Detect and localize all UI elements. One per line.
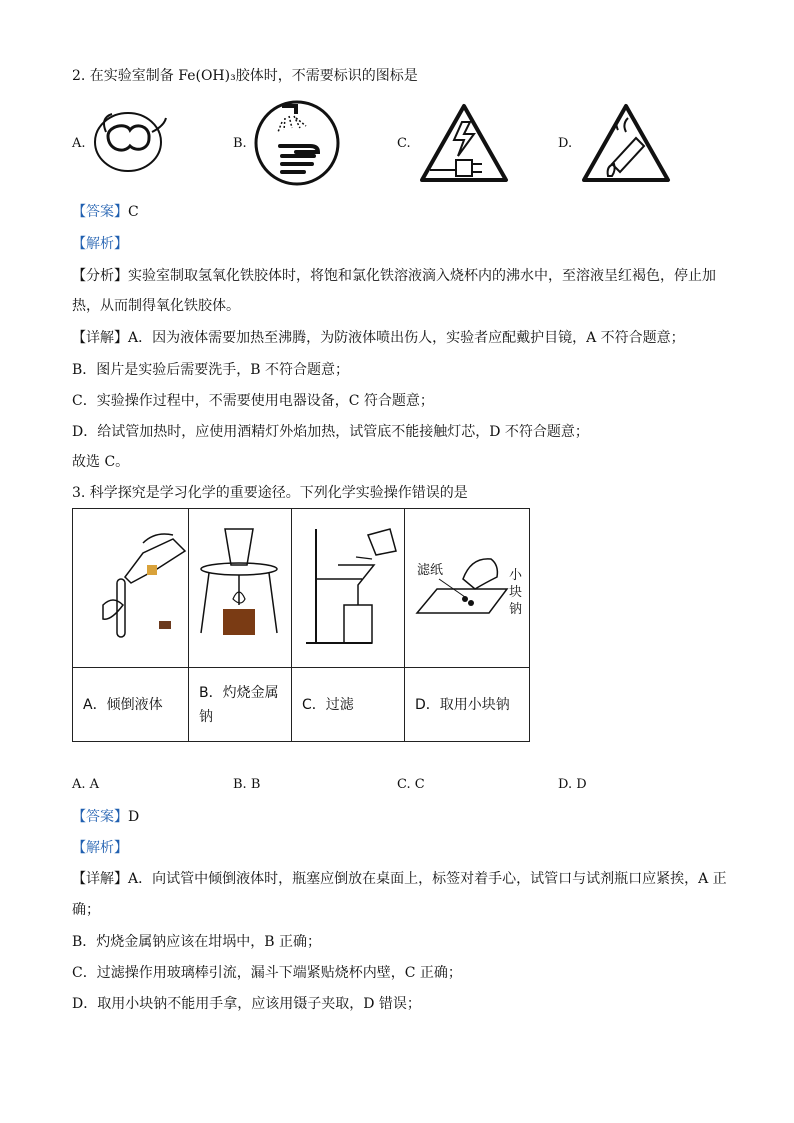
q2-detail-d: D．给试管加热时，应使用酒精灯外焰加热，试管底不能接触灯芯，D 不符合题意；	[72, 424, 589, 440]
detail-text: A．因为液体需要加热至沸腾，为防液体喷出伤人，实验者应配戴护目镜，A 不符合题意；	[128, 330, 685, 346]
filtration-illustration	[292, 509, 404, 663]
q2-option-a-label: A.	[72, 136, 86, 151]
analysis-tag: 【解析】	[72, 236, 128, 252]
q3-analysis-tag	[72, 838, 128, 858]
electric-safety-icon	[416, 100, 512, 186]
q2-option-b-label: B.	[233, 136, 247, 151]
caption-c: C．过滤	[292, 668, 405, 742]
answer-tag: 【答案】	[72, 809, 128, 825]
caption-b: B．灼烧金属钠	[189, 668, 292, 742]
heating-icon	[578, 100, 674, 186]
q3-detail-a-line-2: 确；	[72, 902, 100, 918]
experiment-table	[72, 508, 530, 742]
q2-analysis-tag	[72, 234, 128, 254]
q2-detail-a	[72, 328, 685, 348]
q2-detail-c: C．实验操作过程中，不需要使用电器设备，C 符合题意；	[72, 393, 434, 409]
q3-detail-b: B．灼烧金属钠应该在坩埚中，B 正确；	[72, 934, 322, 950]
hand-wash-icon	[252, 100, 342, 186]
q2-analysis-line-1	[72, 266, 716, 286]
answer-value: D	[128, 809, 140, 825]
choice-b: B. B	[233, 777, 261, 792]
q3-detail-a-line-1	[72, 869, 727, 889]
q3-stem: 3. 科学探究是学习化学的重要途径。下列化学实验操作错误的是	[72, 485, 468, 501]
goggles-icon	[92, 106, 172, 176]
filter-paper-label: 滤纸	[417, 563, 444, 578]
pour-liquid-illustration	[73, 509, 188, 663]
choice-d: D. D	[558, 777, 587, 792]
burn-sodium-illustration	[189, 509, 291, 663]
q2-stem: 2. 在实验室制备 Fe(OH)₃胶体时，不需要标识的图标是	[72, 68, 418, 84]
analysis-tag: 【解析】	[72, 840, 128, 856]
sodium-label: 小块钠	[509, 568, 523, 617]
answer-tag: 【答案】	[72, 204, 128, 220]
analysis-head-tag: 【分析】	[72, 268, 128, 284]
caption-a: A．倾倒液体	[73, 668, 189, 742]
q2-answer	[72, 202, 139, 222]
figure-pour-liquid	[73, 509, 189, 668]
choice-a: A. A	[72, 777, 100, 792]
detail-tag: 【详解】	[72, 871, 128, 887]
q2-option-c-label: C.	[397, 136, 411, 151]
q3-detail-d: D．取用小块钠不能用手拿，应该用镊子夹取，D 错误；	[72, 996, 421, 1012]
q2-analysis-line-2: 热，从而制得氧化铁胶体。	[72, 298, 240, 314]
choice-c: C. C	[397, 777, 425, 792]
figure-filtration	[292, 509, 405, 668]
analysis-text: 实验室制取氢氧化铁胶体时，将饱和氯化铁溶液滴入烧杯内的沸水中，至溶液呈红褐色，停止加	[128, 268, 716, 284]
figure-take-sodium	[405, 509, 530, 668]
q2-option-d-label: D.	[558, 136, 573, 151]
q3-detail-c: C．过滤操作用玻璃棒引流，漏斗下端紧贴烧杯内壁，C 正确；	[72, 965, 462, 981]
figure-burn-sodium	[189, 509, 292, 668]
q2-detail-b: B．图片是实验后需要洗手，B 不符合题意；	[72, 362, 350, 378]
q3-answer	[72, 807, 139, 827]
answer-value: C	[128, 204, 139, 220]
detail-text: A．向试管中倾倒液体时，瓶塞应倒放在桌面上，标签对着手心，试管口与试剂瓶口应紧挨，A 正	[128, 871, 727, 887]
caption-d: D．取用小块钠	[405, 668, 530, 742]
detail-tag: 【详解】	[72, 330, 128, 346]
q2-conclusion: 故选 C。	[72, 454, 130, 470]
